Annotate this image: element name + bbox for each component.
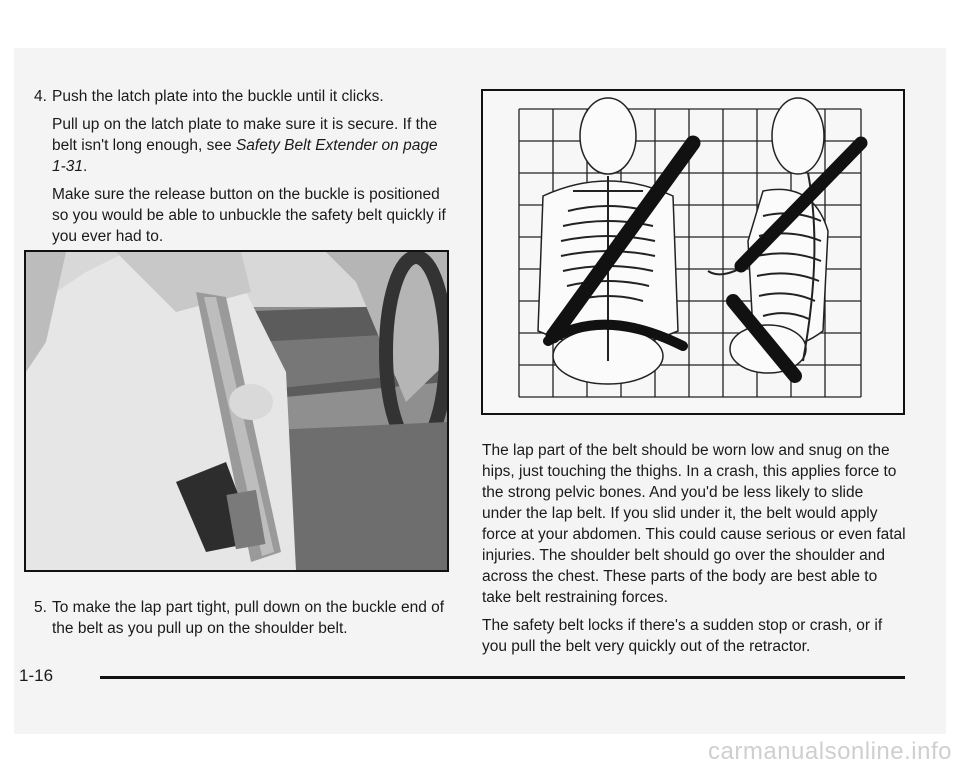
- locking-paragraph: The safety belt locks if there's a sudden stop or crash, or if you pull the belt very quickly out of the retractor.: [482, 617, 883, 655]
- step-number: 4.: [34, 88, 47, 105]
- para-text-end: .: [83, 158, 88, 175]
- step-5-text: To make the lap part tight, pull down on the buckle end of the belt as you pull up on the shoulder belt.: [52, 599, 445, 637]
- step-4-para-2: Make sure the release button on the buckle is positioned so you would be able to unbuckle the safety belt quickly if you ever had to.: [52, 186, 446, 245]
- para-text: Pull up on the latch plate to make sure it is secure. If the belt isn't long enough, see: [52, 116, 438, 154]
- footer-rule: [100, 676, 905, 679]
- driver-buckling-illustration: [26, 252, 447, 570]
- watermark-text: carmanualsonline.info: [708, 738, 952, 765]
- step-4: [34, 86, 449, 247]
- driver-buckling-photo: [24, 250, 449, 572]
- right-column: [482, 440, 906, 657]
- step-4-text: Push the latch plate into the buckle until it clicks.: [52, 88, 384, 105]
- skeleton-belt-illustration: [483, 91, 903, 413]
- lap-belt-paragraph: The lap part of the belt should be worn low and snug on the hips, just touching the thighs. In a crash, this applies force to the strong pelvic bones. And you'd be less likely to slide under the lap belt. If you slid under it, the belt would apply force at your abdomen. This could cause serious or even fatal injuries. The shoulder belt should go over the shoulder and across the chest. These parts of the body are best able to take belt restraining forces.: [482, 442, 906, 606]
- page-number: 1-16: [19, 666, 54, 685]
- cross-reference-link[interactable]: Safety Belt Extender on page 1-31: [52, 137, 438, 175]
- step-number: 5.: [34, 599, 47, 616]
- step-5: [34, 597, 449, 639]
- step-4-para-1: [34, 114, 449, 177]
- skeleton-belt-diagram: [481, 89, 905, 415]
